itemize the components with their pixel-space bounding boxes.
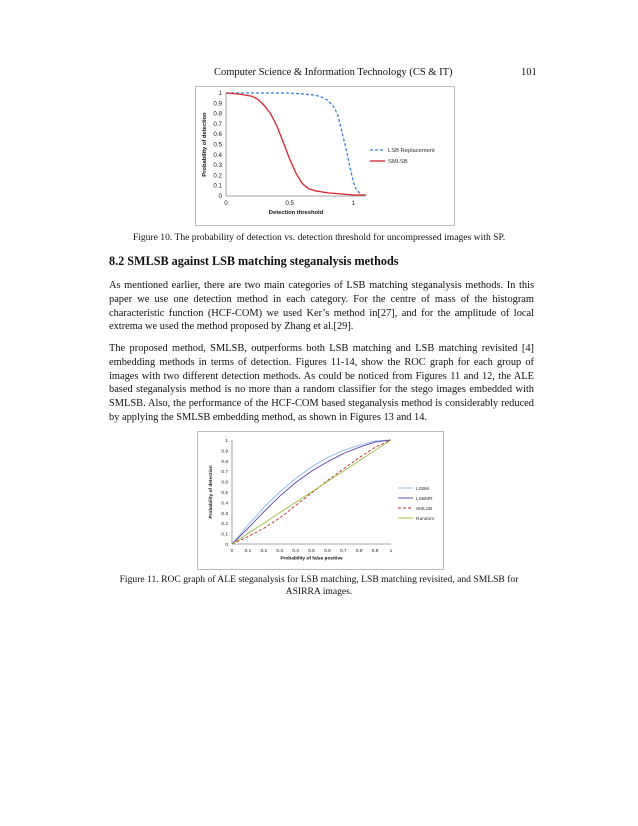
fig10-y-tick-label: 0.1 — [213, 182, 222, 190]
running-title: Computer Science & Information Technology (CS & IT) — [214, 67, 453, 78]
figure-10-svg — [196, 87, 454, 225]
figure-11-chart — [197, 431, 444, 570]
running-header — [0, 67, 638, 81]
fig11-y-tick-label: 0.8 — [221, 459, 228, 465]
fig10-y-tick-label: 0.9 — [213, 100, 222, 108]
fig10-y-tick-label: 0.5 — [213, 141, 222, 149]
fig10-y-tick-label: 0.2 — [213, 172, 222, 180]
fig10-legend-label: SMLSB — [388, 159, 408, 165]
fig11-y-tick-label: 0.2 — [221, 522, 228, 528]
paragraph-2: The proposed method, SMLSB, outperforms both LSB matching and LSB matching revisited [4] embedding methods in terms of detection. Figures 11-14, show the ROC graph for each group of images with two different detection methods. As could be noticed from Figures 11 and 12, the ALE based steganalysis method is no more than a random classifier for the stego images embedded with SMLSB. Also, the performance of the HCF-COM based steganalysis method is considerably reduced by applying the SMLSB embedding method, as shown in Figures 13 and 14. — [109, 343, 534, 423]
fig10-x-tick-label: 0 — [224, 200, 228, 208]
fig11-x-tick-label: 0.3 — [276, 548, 284, 554]
fig11-legend-label: SMLSB — [416, 507, 433, 512]
fig11-y-axis-label: Probability of detection — [209, 465, 214, 519]
fig10-y-tick-label: 0.8 — [213, 110, 222, 118]
fig10-y-tick-label: 0.7 — [213, 120, 222, 128]
fig11-legend-label: LSBMR — [416, 497, 433, 502]
fig10-y-axis-label: Probability of detection — [202, 112, 208, 177]
fig10-x-tick-label: 1 — [351, 200, 355, 208]
page-number: 101 — [521, 67, 537, 78]
fig11-y-tick-label: 1 — [225, 439, 228, 444]
fig11-x-axis-label: Probability of false positive — [280, 556, 343, 562]
section-title: 8.2 SMLSB against LSB matching steganalysis methods — [109, 254, 399, 268]
fig11-x-tick-label: 1 — [389, 548, 393, 554]
fig10-series-line-lsb-replacement — [226, 93, 364, 196]
fig11-y-tick-label: 0.4 — [221, 501, 228, 507]
fig11-y-tick-label: 0.5 — [221, 491, 228, 496]
fig11-x-tick-label: 0 — [230, 548, 234, 554]
fig10-x-tick-label: 0.5 — [285, 200, 294, 208]
fig11-y-tick-label: 0 — [225, 543, 228, 548]
fig11-x-tick-label: 0.8 — [355, 548, 363, 554]
figure-10-chart — [195, 86, 455, 226]
fig10-y-tick-label: 0 — [218, 193, 222, 200]
figure-11-caption: Figure 11. ROC graph of ALE steganalysis for LSB matching, LSB matching revisited, and SMLSB for ASIRRA images. — [119, 574, 519, 597]
fig11-legend-label: LSBM — [416, 487, 430, 492]
fig10-legend-label: LSB Replacement — [388, 148, 435, 154]
fig10-y-tick-label: 0.3 — [213, 162, 222, 170]
fig11-y-tick-label: 0.9 — [221, 449, 228, 455]
fig10-y-tick-label: 0.6 — [213, 131, 222, 139]
fig11-x-tick-label: 0.1 — [244, 548, 252, 554]
fig10-y-tick-label: 0.4 — [213, 151, 222, 159]
fig11-x-tick-label: 0.2 — [260, 548, 268, 554]
figure-10-caption: Figure 10. The probability of detection vs. detection threshold for uncompressed images with SP. — [132, 232, 506, 243]
fig11-y-tick-label: 0.7 — [221, 470, 228, 476]
fig10-x-axis-label: Detection threshold — [268, 210, 324, 216]
fig11-y-tick-label: 0.3 — [221, 511, 228, 517]
fig11-x-tick-label: 0.5 — [308, 548, 315, 554]
fig11-x-tick-label: 0.6 — [324, 548, 331, 554]
fig10-y-tick-label: 1 — [218, 90, 222, 97]
fig11-legend-label: Random — [416, 517, 435, 522]
paragraph-1: As mentioned earlier, there are two main categories of LSB matching steganalysis methods. In this paper we use one detection method in each category. For the centre of mass of the histogram characteristic function (HCF-COM) we used Ker’s method in[27], and for the amplitude of local extrema we used the method proposed by Zhang et al.[29]. — [109, 280, 534, 333]
fig11-series-line-random — [232, 440, 391, 544]
fig11-x-tick-label: 0.7 — [339, 548, 347, 554]
fig11-y-tick-label: 0.6 — [221, 480, 228, 486]
fig11-x-tick-label: 0.9 — [371, 548, 379, 554]
fig11-y-tick-label: 0.1 — [221, 532, 228, 538]
figure-11-svg — [198, 432, 443, 569]
fig11-x-tick-label: 0.4 — [292, 548, 299, 554]
